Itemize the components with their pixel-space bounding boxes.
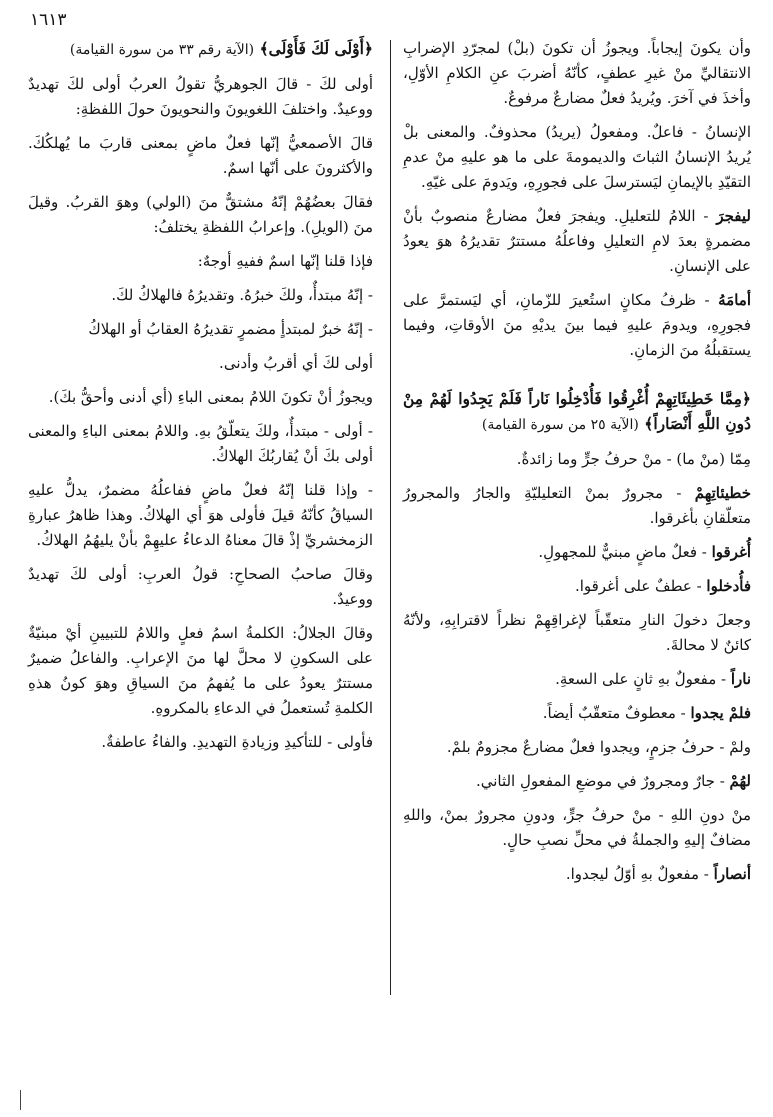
- paragraph: - وإذا قلنا إنّهُ فعلٌ ماضٍ ففاعلُهُ مضمرٌ، يدلُّ عليهِ السياقُ كأنّهُ قيلَ فأولى هوَ أي الهلاكُ. وهذا ظاهرُ عبارةِ الزمخشريِّ إذْ قالَ معناهُ الدعاءُ عليهِمْ بأنْ يليهُمُ الهلاكُ.: [28, 481, 373, 549]
- paragraph: - إنّهُ مبتدأٌ، ولكَ خبرُهُ. وتقديرُهُ فالهلاكُ لكَ.: [111, 286, 373, 304]
- paragraph: - إنّهُ خبرٌ لمبتدأٍ مضمرٍ تقديرُهُ العقابُ أو الهلاكُ: [88, 320, 373, 338]
- term: أمامَهُ: [718, 291, 751, 309]
- paragraph: فأولى - للتأكيدِ وزيادةِ التهديدِ. والفاءُ عاطفةٌ.: [101, 733, 373, 751]
- scan-mark: [20, 1090, 21, 1110]
- paragraph: وأن يكونَ إيجاباً. ويجوزُ أن تكونَ (بلْ) لمجرّدِ الإضرابِ الانتقاليِّ منْ غيرِ عطفٍ، كأنّهُ أضربَ عنِ الكلامِ الأوّلِ، وأخذَ في آخرَ. ويُريدُ فعلٌ مضارعٌ مرفوعٌ.: [403, 39, 751, 107]
- term: فلمْ يجدوا: [690, 704, 751, 722]
- paragraph: ويجوزُ أنْ تكونَ اللامُ بمعنى الباءِ (أي أدنى وأحقُّ بكَ).: [48, 388, 373, 406]
- paragraph: ولمْ - حرفُ جزمٍ، ويجدوا فعلٌ مضارعٌ مجزومٌ بلمْ.: [446, 738, 751, 756]
- term-text: - عطفٌ على أغرقوا.: [574, 577, 707, 595]
- term-text: - مفعولٌ بهِ ثانٍ على السعةِ.: [555, 670, 731, 688]
- term-text: - جارٌ ومجرورٌ في موضعِ المفعولِ الثاني.: [475, 772, 730, 790]
- paragraph: [403, 667, 751, 692]
- paragraph: فقالَ بعضُهُمْ إنّهُ مشتقٌّ منَ (الولي) وهوَ القربُ. وقيلَ منَ (الويلِ). وإعرابُ اللفظةِ يختلفُ:: [28, 193, 373, 236]
- verse-heading: [403, 386, 751, 438]
- paragraph: أولى لكَ - قالَ الجوهريُّ تقولُ العربُ أولى لكَ تهديدٌ ووعيدٌ. واختلفَ اللغويونَ والنحويونَ حولَ اللفظةِ:: [28, 75, 373, 118]
- verse-heading: [28, 36, 373, 63]
- paragraph: [403, 701, 751, 726]
- column-divider: [390, 40, 391, 995]
- paragraph: مِمّا (منْ ما) - منْ حرفُ جرٍّ وما زائدةٌ.: [516, 450, 751, 468]
- verse-text: ﴿مِمَّا خَطِيئَاتِهِمْ أُغْرِقُوا فَأُدْخِلُوا نَاراً فَلَمْ يَجِدُوا لَهُمْ مِنْ دُونِ اللَّهِ أَنْصَاراً﴾: [403, 389, 751, 433]
- paragraph: [403, 769, 751, 794]
- paragraph: وقالَ صاحبُ الصحاحِ: قولُ العربِ: أولى لكَ تهديدٌ ووعيدٌ.: [28, 565, 373, 608]
- paragraph: [403, 204, 751, 279]
- paragraph: [403, 540, 751, 565]
- paragraph: قالَ الأصمعيُّ إنّها فعلٌ ماضٍ بمعنى قاربَ ما يُهلكُكَ. والأكثرونَ على أنّها اسمٌ.: [28, 134, 373, 177]
- term-text: - مفعولٌ بهِ أوّلُ ليجدوا.: [565, 865, 714, 883]
- paragraph: وقالَ الجلالُ: الكلمةُ اسمُ فعلٍ واللامُ للتبيينِ أيْ مبنيّةٌ على السكونِ لا محلَّ لها منَ الإعرابِ. والفاعلُ ضميرٌ مستترٌ يعودُ على ما يُفهمُ منَ السياقِ وهوَ كونُ هذهِ الكلمةِ تُستعملُ في الدعاءِ بالمكروهِ.: [28, 624, 373, 717]
- paragraph: منْ دونِ اللهِ - منْ حرفُ جرٍّ، ودونِ مجرورٌ بمنْ، واللهِ مضافٌ إليهِ والجملةُ في محلِّ نصبِ حالٍ.: [403, 806, 751, 849]
- term: أُغرقوا: [711, 543, 751, 561]
- page-number: ١٦١٣: [30, 10, 67, 30]
- term-text: - ظرفُ مكانٍ استُعيرَ للزّمانِ، أي ليَستمرَّ على فجورِهِ، ويدومَ عليهِ فيما بينَ يديْهِ منَ الأوقاتِ، وفيما يستقبلُهُ منَ الزمانِ.: [403, 291, 751, 359]
- paragraph: وجعلَ دخولَ النارِ متعقّباً لإغراقِهِمْ نظراً لاقترابِهِ، ولأنّهُ كائنٌ لا محالةَ.: [403, 611, 751, 654]
- left-column: [28, 36, 373, 764]
- verse-reference: (الآية ٢٥ من سورة القيامة): [481, 417, 639, 433]
- term: أنصاراً: [713, 865, 751, 883]
- paragraph: [403, 862, 751, 887]
- paragraph: فإذا قلنا إنّها اسمٌ ففيهِ أوجهٌ:: [197, 252, 373, 270]
- term: ناراً: [730, 670, 751, 688]
- term-text: - معطوفٌ متعقّبٌ أيضاً.: [542, 704, 691, 722]
- term: خطيئاتِهِمْ: [694, 484, 751, 502]
- term-text: - مجرورٌ بمنْ التعليليّةِ والجارُ والمجرورُ متعلّقانِ بأغرقوا.: [403, 484, 751, 527]
- paragraph: [403, 481, 751, 531]
- term: فأُدخلوا: [706, 577, 751, 595]
- term-text: - اللامُ للتعليلِ. ويفجرَ فعلٌ مضارعٌ منصوبٌ بأنْ مضمرةٍ بعدَ لامِ التعليلِ وفاعلُهُ مستترٌ تقديرُهُ هوَ يعودُ على الإنسانِ.: [403, 207, 751, 275]
- paragraph: [403, 574, 751, 599]
- right-column: [403, 36, 751, 896]
- term: ليفجرَ: [716, 207, 751, 225]
- paragraph: [403, 288, 751, 363]
- verse-reference: (الآية رقم ٣٣ من سورة القيامة): [69, 42, 255, 58]
- paragraph: الإنسانُ - فاعلٌ. ومفعولُ (يريدُ) محذوفٌ. والمعنى بلْ يُريدُ الإنسانُ الثباتَ والديمومةَ على ما هو عليهِ منْ عدمِ التقيّدِ بالإيمانِ ليَسترسلَ على فجورِهِ، ويَدومَ على غيّهِ.: [403, 123, 751, 191]
- paragraph: - أولى - مبتدأٌ، ولكَ يتعلّقُ بهِ. واللامُ بمعنى الباءِ والمعنى أولى بكَ أنْ يُقاربُكَ الهلاكُ.: [28, 422, 373, 465]
- verse-text: ﴿أَوْلَى لَكَ فَأَوْلَى﴾: [259, 39, 373, 58]
- paragraph: أولى لكَ أي أقربُ وأدنى.: [219, 354, 373, 372]
- term-text: - فعلٌ ماضٍ مبنيٌّ للمجهولِ.: [538, 543, 712, 561]
- term: لهُمْ: [729, 772, 751, 790]
